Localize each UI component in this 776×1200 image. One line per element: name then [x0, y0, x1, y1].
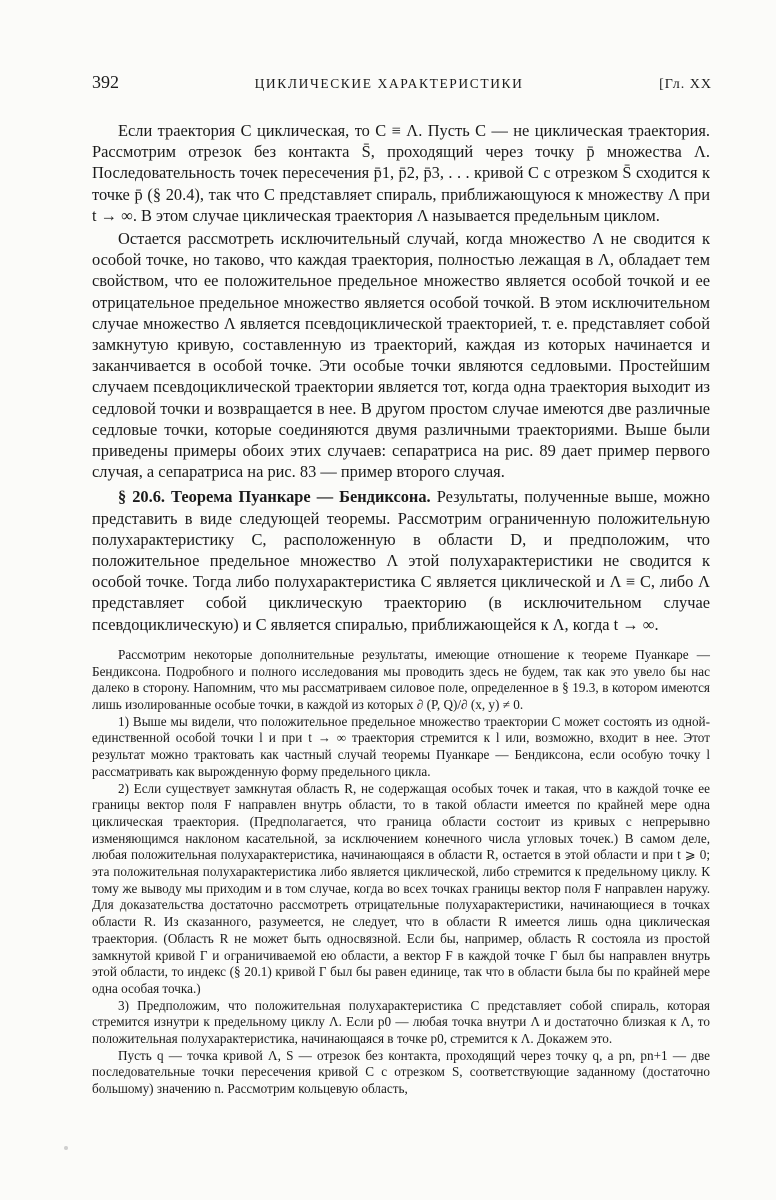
page-number: 392 — [92, 72, 119, 92]
paragraph: Если траектория C циклическая, то C ≡ Λ. Пусть C — не циклическая траектория. Рассмотрим отрезок без контакта S̄, проходящий через точку p̄ множества Λ. Последовательность точек пересечения p̄1, p̄2, p̄3, . . . кривой C с отрезком S̄ сходится к точке p̄ (§ 20.4), так что C представляет спираль, приближающуюся к множеству Λ при t → ∞. В этом случае циклическая траектория Λ называется предельным циклом. — [92, 121, 710, 225]
small-paragraph: Пусть q — точка кривой Λ, S — отрезок без контакта, проходящий через точку q, а pn, pn+1 — две последовательные точки пересечения кривой C с отрезком S, соответствующие заданному (достаточно большому) значению n. Рассмотрим кольцевую область, — [92, 1047, 710, 1097]
running-title: ЦИКЛИЧЕСКИЕ ХАРАКТЕРИСТИКИ — [254, 76, 524, 91]
chapter-label: [Гл. XX — [659, 77, 712, 92]
small-paragraph: 3) Предположим, что положительная полухарактеристика C представляет собой спираль, которая стремится изнутри к предельному циклу Λ. Если p0 — любая точка внутри Λ и достаточно близкая к Λ, то положительная полухарактеристика, начинающаяся в точке p0, стремится к Λ. Докажем это. — [92, 997, 710, 1047]
theorem-section — [92, 486, 710, 634]
page-body — [92, 120, 710, 1098]
page-speck — [64, 1146, 68, 1150]
small-paragraph: 2) Если существует замкнутая область R, не содержащая особых точек и такая, что в каждой точке ее границы вектор поля F направлен внутрь области, то в такой области имеется по крайней мере одна циклическая траектория. (Предполагается, что граница области состоит из кривых с непрерывно изменяющимся наклоном касательной, за исключением конечного числа угловых точек.) В самом деле, любая положительная полухарактеристика, начинающаяся в области R, остается в этой области и при t ⩾ 0; эта положительная полухарактеристика либо является циклической, либо стремится к предельному циклу. К тому же выводу мы приходим и в том случае, когда во всех точках границы вектор поля F направлен наружу. Для доказательства достаточно рассмотреть отрицательные полухарактеристики, начинающиеся в точках области R. Из сказанного, разумеется, не следует, что в области R имеется лишь одна циклическая траектория. (Область R не может быть односвязной. Если бы, например, область R состояла из простой замкнутой кривой Γ и ограничиваемой ею области, а вектор F в каждой точке Γ был бы направлен внутрь этой области, то индекс (§ 20.1) кривой Γ был бы равен единице, так что в области была бы по крайней мере одна особая точка.) — [92, 780, 710, 996]
section-heading: § 20.6. Теорема Пуанкаре — Бендиксона. — [118, 487, 431, 507]
page-header — [92, 72, 712, 93]
small-paragraph: Рассмотрим некоторые дополнительные результаты, имеющие отношение к теореме Пуанкаре — Бендиксона. Подробного и полного исследования мы проводить здесь не будем, так как это увело бы нас далеко в сторону. Напомним, что мы рассматриваем силовое поле, определенное в § 19.3, в котором имеются лишь изолированные особые точки, в каждой из которых ∂ (P, Q)/∂ (x, y) ≠ 0. — [92, 646, 710, 712]
small-print-block — [92, 647, 710, 1098]
theorem-text: Результаты, полученные выше, можно представить в виде следующей теоремы. Рассмотрим ограниченную положительную полухарактеристику C, расположенную в области D, и предположим, что положительное предельное множество Λ этой полухарактеристики не сводится к особой точке. Тогда либо полухарактеристика C является циклической и Λ ≡ C, либо Λ представляет собой циклическую траекторию (в исключительном случае псевдоциклическую) и C является спиралью, приближающейся к Λ, когда t → ∞. — [92, 487, 711, 634]
paragraph: Остается рассмотреть исключительный случай, когда множество Λ не сводится к особой точке, но таково, что каждая траектория, полностью лежащая в Λ, обладает тем свойством, что ее положительное предельное множество является особой точкой и ее отрицательное предельное множество является особой точкой. В этом исключительном случае множество Λ является псевдоциклической траекторией, т. е. представляет собой замкнутую кривую, составленную из траекторий, каждая из которых начинается и заканчивается в особой точке. Эти особые точки являются седловыми. Простейшим случаем псевдоциклической траектории является тот, когда одна траектория выходит из седловой точки и возвращается в нее. В другом простом случае имеются две различные седловые точки, которые соединяются двумя различными траекториями. Выше были приведены примеры обоих этих случаев: сепаратриса на рис. 89 дает пример первого случая, а сепаратриса на рис. 83 — пример второго случая. — [92, 229, 710, 482]
small-paragraph: 1) Выше мы видели, что положительное предельное множество траектории C может состоять из одной-единственной особой точки l и при t → ∞ траектория стремится к l или, возможно, входит в нее. Этот результат можно трактовать как частный случай теоремы Пуанкаре — Бендиксона, если особую точку l рассматривать как вырожденную форму предельного цикла. — [92, 713, 710, 779]
